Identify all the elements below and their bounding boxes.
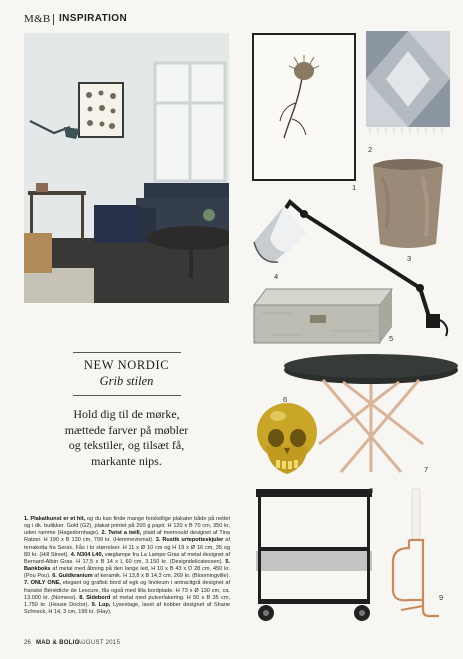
credit-heading: 1. Plakatkunst er et hit,	[24, 516, 86, 522]
item-number: 5	[389, 334, 394, 343]
credit-text: af terrakotta fra Serax. Fås i to størrelser. H 11 x Ø 10 cm og H 19 x Ø 16 cm, 35 og 80 kr. (Hill Street).	[24, 537, 230, 558]
feature-title: NEW NORDIC	[83, 358, 170, 372]
thistle-print	[252, 33, 356, 181]
item-number: 3	[407, 254, 412, 263]
credit-text: af keramik. H 13,8 x B 14,3 cm, 269 kr. (Bloomingville).	[92, 573, 230, 580]
credit-text: Lysestage, lavet af kobber designet af Shane Schneck, H 14, 3 cm, 199 kr. (Hay).	[24, 601, 230, 616]
credit-heading: 6. Guldkranium	[52, 573, 93, 580]
feature-subtitle: Grib stilen	[99, 374, 154, 388]
credit-text: af metal med åbning på den lange led, H 10 x B 43 x D 28 cm, 450 kr. (Pou Pou).	[24, 566, 230, 580]
intro-line: og tekstiler, og tilsæt få,	[68, 438, 185, 452]
issue-date: AUGUST 2015	[77, 640, 121, 646]
item-number: 7	[424, 465, 429, 474]
page-number: 26	[24, 640, 31, 646]
magazine-logo: M&B	[24, 13, 51, 25]
section-title: INSPIRATION	[59, 13, 128, 24]
title-rule-top	[73, 352, 181, 353]
feature-title-block	[24, 352, 229, 396]
item-number: 8	[369, 486, 374, 495]
round-table	[283, 352, 461, 474]
credit-heading: 3. Rustik urtepotteskjuler	[155, 537, 224, 544]
credit-heading: 4. N304 L40,	[70, 551, 104, 558]
credit-text: væglampe fra La Lampe Gras af metal designet af Bernard-Albin Gras. H 17,5 x B 14 x L 60 cm, 3.150 kr. (Designdelicatessen).	[24, 551, 230, 565]
intro-text	[24, 407, 229, 469]
metal-side-table	[254, 489, 376, 623]
intro-line: Hold dig til de mørke,	[73, 407, 180, 421]
credit-text: og du kan finde mange forskellige plakater både på nettet og i dk. butikker. Gold (G2), plakat printet på 200 g papir. H 120 x B 70 cm, 350 kr, uden ramme (Hagedornhage).	[24, 516, 231, 537]
intro-line: mættede farver på møbler	[64, 422, 189, 437]
twill-plaid	[366, 31, 450, 135]
item-number: 9	[439, 593, 444, 602]
item-number: 2	[368, 145, 373, 154]
intro-line: markante nips.	[91, 453, 162, 468]
credit-text: af metal med pulverlakering. H 50 x B 35 cm, 1.750 kr. (House Doctor).	[24, 594, 230, 608]
credit-heading: 2. Twist a twill,	[101, 530, 142, 537]
title-rule-bottom	[73, 395, 181, 396]
product-credits	[24, 516, 230, 616]
room-photo	[24, 33, 229, 303]
credit-heading: 7. ONLY ONE,	[24, 580, 61, 587]
item-number: 1	[352, 183, 357, 192]
credit-heading: 8. Sidebord	[79, 594, 111, 601]
credit-text: plaid af merinould designet af Tina Ratzer. H 190 x B 130 cm, 799 kr. (Hemmevismat).	[24, 530, 230, 544]
credit-text: elegant og grafisk bord af egk og linoleum i antracitgrå designet af franske Bénédicte de Lescure, fås også med lilla bordplade. H 73 x Ø 130 cm, ca. 13.000 kr. (Nomess).	[24, 580, 230, 601]
header-divider	[53, 14, 54, 25]
publication-name: MAD & BOLIG	[36, 640, 80, 646]
item-number: 4	[274, 272, 279, 281]
metal-bank-box	[252, 287, 396, 347]
credit-heading: 9. Lup,	[91, 601, 111, 608]
credit-heading: 5. Bankboks	[24, 558, 230, 573]
item-number: 6	[283, 395, 288, 404]
copper-candleholder	[387, 488, 443, 620]
